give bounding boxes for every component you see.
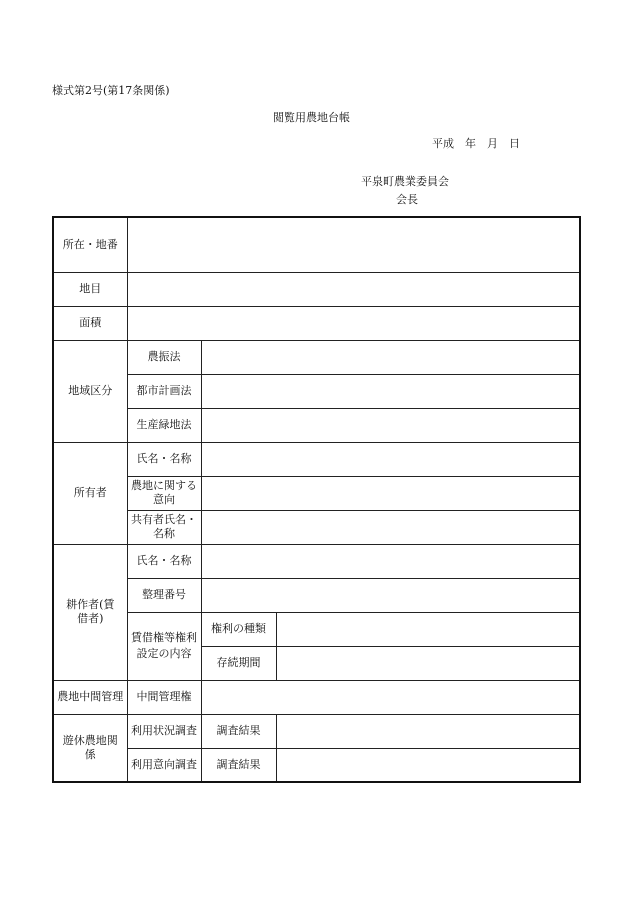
date-line: 平成 年 月 日 (432, 137, 520, 150)
label-area: 面積 (53, 306, 127, 340)
label-intent-survey-result: 調査結果 (201, 748, 276, 782)
table-row (53, 476, 580, 510)
label-owner: 所有者 (53, 442, 127, 544)
form-label: 様式第2号(第17条関係) (52, 84, 170, 97)
value-co-owner-name[interactable] (201, 510, 580, 544)
table-row (53, 578, 580, 612)
value-cultivator-name[interactable] (201, 544, 580, 578)
label-co-owner-name: 共有者氏名・名称 (127, 510, 201, 544)
value-reference-number[interactable] (201, 578, 580, 612)
table-row (53, 510, 580, 544)
table-row (53, 272, 580, 306)
value-land-category[interactable] (127, 272, 580, 306)
table-row (53, 374, 580, 408)
value-green-land-law[interactable] (201, 408, 580, 442)
table-row (53, 748, 580, 782)
label-right-type: 権利の種類 (201, 612, 276, 646)
table-row (53, 408, 580, 442)
table-row (53, 306, 580, 340)
label-reference-number: 整理番号 (127, 578, 201, 612)
value-owner-name[interactable] (201, 442, 580, 476)
label-owner-name: 氏名・名称 (127, 442, 201, 476)
label-usage-survey: 利用状況調査 (127, 714, 201, 748)
label-intent-survey: 利用意向調査 (127, 748, 201, 782)
table-row (53, 340, 580, 374)
label-intermediary-right: 中間管理権 (127, 680, 201, 714)
label-intermediary: 農地中間管理 (53, 680, 127, 714)
table-row (53, 714, 580, 748)
table-row (53, 680, 580, 714)
label-green-land-law: 生産緑地法 (127, 408, 201, 442)
label-land-category: 地目 (53, 272, 127, 306)
label-location: 所在・地番 (53, 217, 127, 272)
value-city-planning-law[interactable] (201, 374, 580, 408)
value-area[interactable] (127, 306, 580, 340)
label-cultivator: 耕作者(賃借者) (53, 544, 127, 680)
document-title: 閲覧用農地台帳 (273, 111, 350, 124)
label-owner-intention: 農地に関する意向 (127, 476, 201, 510)
chair-title: 会長 (396, 193, 418, 206)
value-usage-survey-result[interactable] (276, 714, 580, 748)
label-usage-survey-result: 調査結果 (201, 714, 276, 748)
table-row (53, 217, 580, 272)
organization-name: 平泉町農業委員会 (361, 175, 449, 188)
label-city-planning-law: 都市計画法 (127, 374, 201, 408)
label-idle-land: 遊休農地関係 (53, 714, 127, 782)
table-row (53, 442, 580, 476)
label-region-class: 地域区分 (53, 340, 127, 442)
value-intent-survey-result[interactable] (276, 748, 580, 782)
label-lease-rights: 賃借権等権利設定の内容 (127, 612, 201, 680)
value-agri-promotion-law[interactable] (201, 340, 580, 374)
value-intermediary-right[interactable] (201, 680, 580, 714)
table-row (53, 544, 580, 578)
label-agri-promotion-law: 農振法 (127, 340, 201, 374)
farmland-ledger-table (52, 216, 581, 783)
value-owner-intention[interactable] (201, 476, 580, 510)
table-row (53, 612, 580, 646)
value-right-type[interactable] (276, 612, 580, 646)
label-duration: 存続期間 (201, 646, 276, 680)
value-location[interactable] (127, 217, 580, 272)
label-cultivator-name: 氏名・名称 (127, 544, 201, 578)
value-duration[interactable] (276, 646, 580, 680)
